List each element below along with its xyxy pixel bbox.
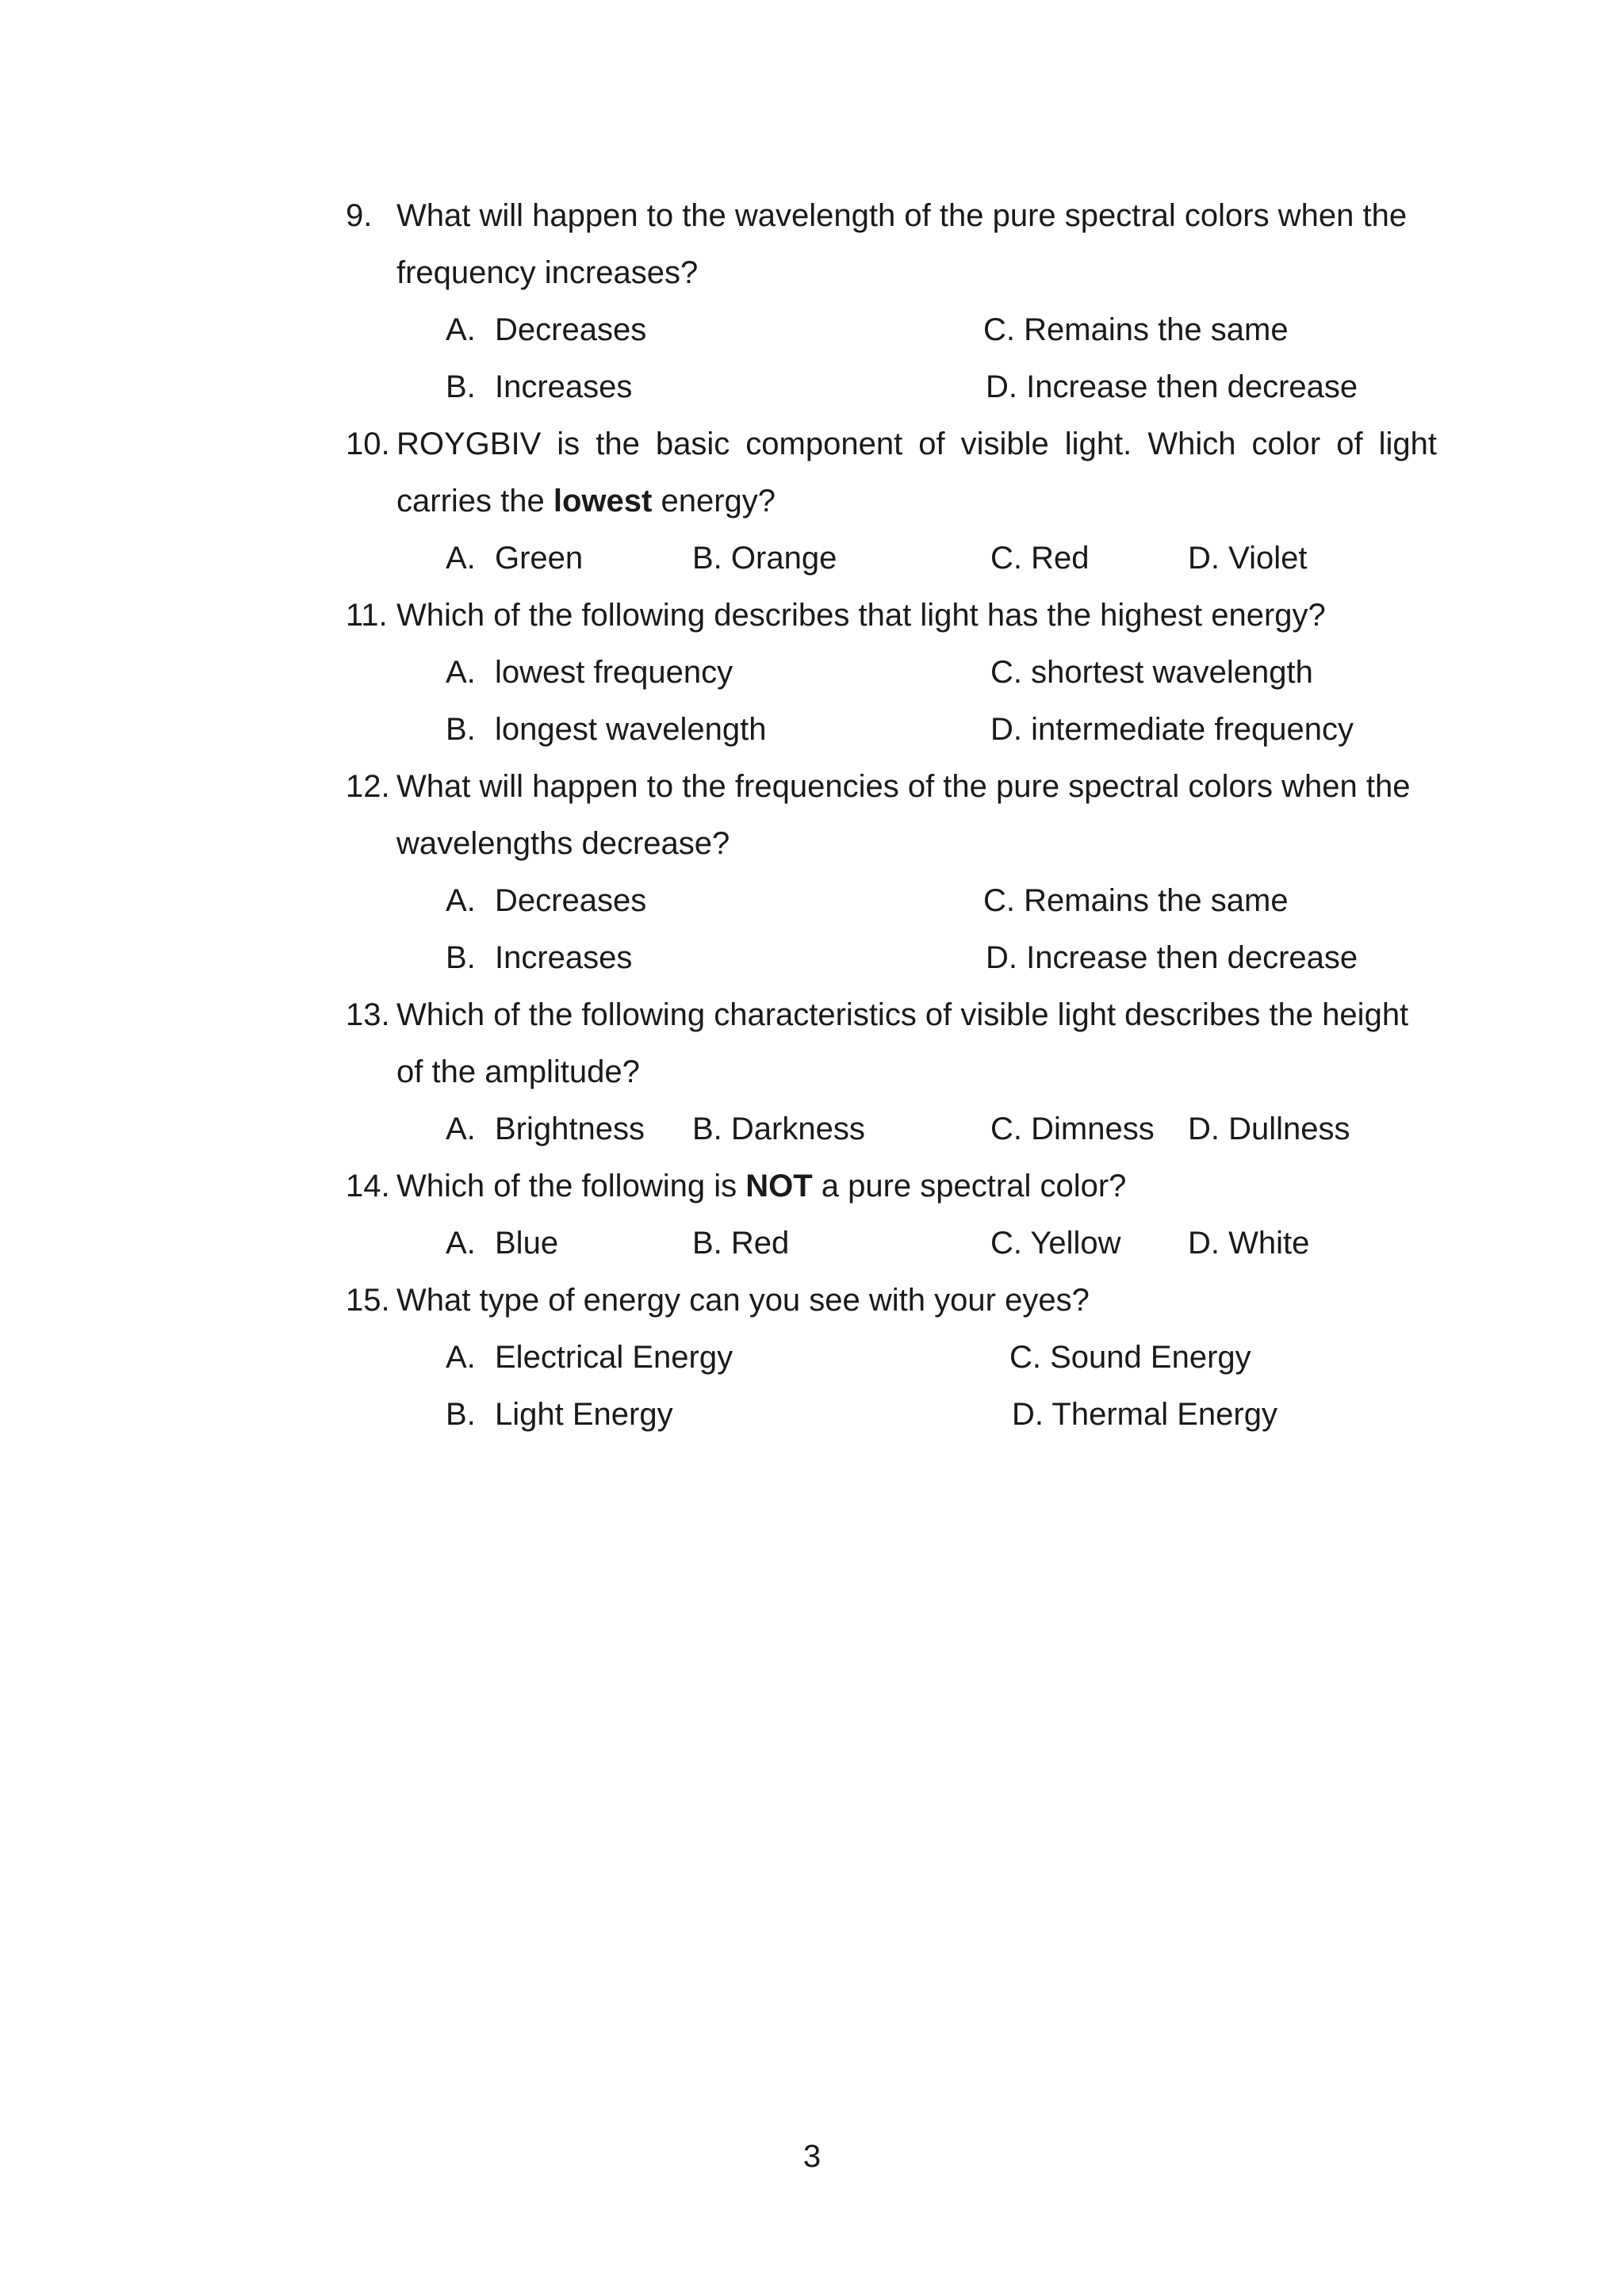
question-text-continued: wavelengths decrease? (396, 826, 730, 861)
answer-choice: C. Remains the same (983, 312, 1289, 347)
answer-choice: D. Increase then decrease (986, 369, 1358, 404)
answer-choice: B. Orange (692, 541, 837, 576)
answer-choice: D. Dullness (1188, 1112, 1350, 1146)
answer-choice: A. Brightness (446, 1112, 645, 1146)
question-text: What type of energy can you see with your eyes? (396, 1283, 1090, 1318)
question-number: 9. (346, 198, 373, 233)
answer-choice: D. Increase then decrease (986, 940, 1358, 975)
answer-choice: A. Decreases (446, 883, 647, 918)
question-text-continued: frequency increases? (396, 255, 699, 290)
question-number: 12. (346, 769, 390, 804)
emphasis-text: lowest (553, 484, 653, 519)
answer-choice: B. longest wavelength (446, 712, 767, 747)
answer-choice: B. Increases (446, 940, 633, 975)
question-text: Which of the following is NOT a pure spectral color? (396, 1169, 1127, 1203)
answer-choice: B. Increases (446, 369, 633, 404)
question-text: What will happen to the frequencies of the pure spectral colors when the (396, 769, 1411, 804)
answer-choice: C. Yellow (990, 1226, 1121, 1261)
answer-choice: C. Remains the same (983, 883, 1289, 918)
answer-choice: C. shortest wavelength (990, 655, 1313, 690)
question-text-continued: carries the lowest energy? (396, 484, 776, 519)
answer-choice: A. Electrical Energy (446, 1340, 733, 1375)
question-number: 14. (346, 1169, 390, 1203)
question-text: ROYGBIV is the basic component of visible light. Which color of light (396, 427, 1437, 461)
question-text-continued: of the amplitude? (396, 1054, 640, 1089)
answer-choice: C. Red (990, 541, 1090, 576)
question-number: 15. (346, 1283, 390, 1318)
answer-choice: A. Green (446, 541, 584, 576)
answer-choice: D. White (1188, 1226, 1310, 1261)
page-number: 3 (802, 2139, 822, 2174)
question-number: 11. (346, 598, 388, 633)
question-text: Which of the following describes that light has the highest energy? (396, 598, 1326, 633)
answer-choice: B. Light Energy (446, 1397, 673, 1432)
question-number: 13. (346, 997, 390, 1032)
answer-choice: B. Red (692, 1226, 790, 1261)
answer-choice: D. intermediate frequency (990, 712, 1354, 747)
answer-choice: B. Darkness (692, 1112, 865, 1146)
question-text: What will happen to the wavelength of the pure spectral colors when the (396, 198, 1408, 233)
question-number: 10. (346, 427, 390, 461)
answer-choice: C. Dimness (990, 1112, 1155, 1146)
answer-choice: A. lowest frequency (446, 655, 733, 690)
question-text: Which of the following characteristics of visible light describes the height (396, 997, 1409, 1032)
answer-choice: D. Violet (1188, 541, 1308, 576)
answer-choice: A. Decreases (446, 312, 647, 347)
answer-choice: A. Blue (446, 1226, 559, 1261)
answer-choice: C. Sound Energy (1009, 1340, 1251, 1375)
emphasis-text: NOT (745, 1169, 813, 1203)
answer-choice: D. Thermal Energy (1012, 1397, 1277, 1432)
